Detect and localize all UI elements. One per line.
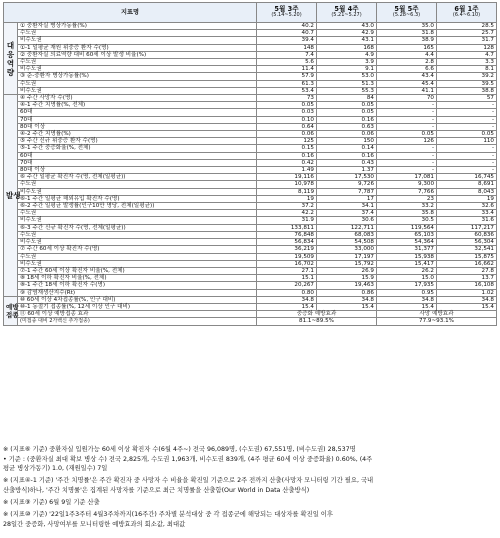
cell-value: 61.3: [257, 80, 317, 87]
cell-value: 0.80: [257, 289, 317, 296]
cell-value: 27.8: [437, 267, 497, 274]
row-label: 70대: [18, 116, 257, 123]
cell-value: 110: [437, 138, 497, 145]
cell-value: 45.4: [377, 80, 437, 87]
cell-value: 76,848: [257, 231, 317, 238]
cell-value: 17,197: [317, 253, 377, 260]
footnote: ※ (지표⑥ 기준) 중환자실 입원가능 60세 이상 확진자 수(6월 4주~) 전국 96,089명, (수도권) 67,551명, (비수도권) 28,537명: [3, 446, 356, 453]
cell-value: 40.2: [257, 23, 317, 30]
cell-value: 54,508: [317, 239, 377, 246]
row-label: 수도권: [18, 210, 257, 217]
cell-value: 32.6: [437, 203, 497, 210]
cell-value: 4.9: [317, 51, 377, 58]
table-row: [4, 109, 497, 116]
cell-value: -: [437, 116, 497, 123]
cell-value: 5.6: [257, 59, 317, 66]
cell-value: 0.05: [317, 109, 377, 116]
cell-value: -: [437, 159, 497, 166]
cell-value: 8,043: [437, 188, 497, 195]
cell-value: 30.6: [317, 217, 377, 224]
cell-value: -: [437, 102, 497, 109]
cell-value: 19,463: [317, 282, 377, 289]
cell-value: 168: [317, 44, 377, 51]
table-row: [4, 303, 497, 310]
row-label: 비수도권: [18, 66, 257, 73]
cell-value: 19: [257, 195, 317, 202]
row-label: 수도권: [18, 231, 257, 238]
row-label: 비수도권: [18, 239, 257, 246]
cell-value: 117,217: [437, 224, 497, 231]
cell-value: 2.8: [377, 59, 437, 66]
row-label: 비수도권: [18, 188, 257, 195]
table-row: [4, 66, 497, 73]
row-label: ⑥-2 주간 일평균 발생률(인구10만 명당, 전체(일평균)): [18, 203, 257, 210]
cell-value: 42.9: [317, 30, 377, 37]
cell-value: 3.9: [317, 59, 377, 66]
row-label: ⑦ 주간 60세 이상 확진자 수(명): [18, 246, 257, 253]
cell-value: -: [377, 123, 437, 130]
row-label: 수도권: [18, 181, 257, 188]
cell-value: 15,875: [437, 253, 497, 260]
table-row: [4, 296, 497, 303]
cell-value: 125: [257, 138, 317, 145]
cell-value: 60,836: [437, 231, 497, 238]
row-label: 비수도권: [18, 87, 257, 94]
footnote: 산출방식)하나, '주간 치명률'은 집계된 사망자를 기준으로 최근 치명률을 산출함(Our World in Data 산출방식): [3, 487, 310, 494]
cell-value: 17,081: [377, 174, 437, 181]
table-row: [4, 102, 497, 109]
cell-value: 31,377: [377, 246, 437, 253]
table-row: [4, 246, 497, 253]
cell-value: -: [377, 145, 437, 152]
table-row: [4, 131, 497, 138]
cell-value: 1.02: [437, 289, 497, 296]
cell-value: 0.95: [377, 289, 437, 296]
cell-value: 26.9: [317, 267, 377, 274]
cell-value: 25.7: [437, 30, 497, 37]
header-week: 5월 4주 (5.21~5.27): [317, 3, 377, 23]
cell-value: 0.14: [317, 145, 377, 152]
cell-value: -: [377, 102, 437, 109]
table-row: [4, 289, 497, 296]
cell-value: 10,978: [257, 181, 317, 188]
cell-value: 84: [317, 95, 377, 102]
cell-value: 31.9: [257, 217, 317, 224]
cell-value: 33.2: [377, 203, 437, 210]
cell-value: 148: [257, 44, 317, 51]
table-row: [4, 260, 497, 267]
table-row: [4, 188, 497, 195]
cell-value: 56,834: [257, 239, 317, 246]
table-row: [4, 73, 497, 80]
row-label: 80대 이상: [18, 123, 257, 130]
cell-value: 0.05: [317, 102, 377, 109]
row-label: ⑩-1 동절기 접종률(%, 12세 이상 인구 대비): [18, 303, 257, 310]
cell-value: 19,116: [257, 174, 317, 181]
table-row: [4, 30, 497, 37]
cell-value: 16,108: [437, 282, 497, 289]
cell-value: 사망 예방효과: [377, 311, 497, 318]
cell-value: 165: [377, 44, 437, 51]
cell-value: 39.2: [437, 73, 497, 80]
table-row: [4, 116, 497, 123]
cell-value: 37.2: [257, 203, 317, 210]
cell-value: 1.37: [317, 167, 377, 174]
cell-value: 0.10: [257, 116, 317, 123]
row-label: ② 중환자실 의료역량 대비 60세 이상 발생 비율(%): [18, 51, 257, 58]
cell-value: 3.3: [437, 59, 497, 66]
cell-value: 122,711: [317, 224, 377, 231]
cell-value: 4.7: [437, 51, 497, 58]
cell-value: 15.4: [377, 303, 437, 310]
cell-value: 15.4: [257, 303, 317, 310]
cell-value: 34.8: [257, 296, 317, 303]
cell-value: 0.86: [317, 289, 377, 296]
cell-value: 34.8: [317, 296, 377, 303]
cell-value: 15.4: [437, 303, 497, 310]
cell-value: 31.7: [437, 37, 497, 44]
cell-value: 150: [317, 138, 377, 145]
cell-value: 34.8: [437, 296, 497, 303]
cell-value: 54,364: [377, 239, 437, 246]
cell-value: 7.4: [257, 51, 317, 58]
cell-value: 40.7: [257, 30, 317, 37]
cell-value: 126: [377, 138, 437, 145]
table-row: [4, 253, 497, 260]
row-label: ⑥-1 주간 일평균 해외유입 확진자 수(명): [18, 195, 257, 202]
table-header-row: [4, 3, 497, 23]
row-label: 비수도권: [18, 260, 257, 267]
cell-value: 15,938: [377, 253, 437, 260]
cell-value: 32,541: [437, 246, 497, 253]
table-row: [4, 138, 497, 145]
cell-value: 53.4: [257, 87, 317, 94]
cell-value: 35.8: [377, 210, 437, 217]
cell-value: 34.1: [317, 203, 377, 210]
row-label: ④-2 주간 치명률(%): [18, 131, 257, 138]
cell-value: -: [437, 123, 497, 130]
cell-value: 16,662: [437, 260, 497, 267]
row-label: ⑧ 18세 이하 확진자 비율(%, 전체): [18, 275, 257, 282]
cell-value: 15,792: [317, 260, 377, 267]
cell-value: 33,000: [317, 246, 377, 253]
cell-value: 0.05: [437, 131, 497, 138]
cell-value: -: [437, 152, 497, 159]
cell-value: 36,219: [257, 246, 317, 253]
cell-value: 0.05: [257, 102, 317, 109]
cell-value: 57.9: [257, 73, 317, 80]
row-label: ⑤ 주간 신규 위중증 환자 수(명): [18, 138, 257, 145]
cell-value: 15,417: [377, 260, 437, 267]
cell-value: 55.3: [317, 87, 377, 94]
cell-value: 26.2: [377, 267, 437, 274]
cell-value: 133,811: [257, 224, 317, 231]
cell-value: -: [437, 167, 497, 174]
table-row: [4, 167, 497, 174]
footnote: 평균 병상가동기) 1.0, (재원일수) 7일: [3, 465, 108, 472]
cell-value: 42.2: [257, 210, 317, 217]
cell-value: 65,103: [377, 231, 437, 238]
table-row: [4, 282, 497, 289]
cell-value: 0.43: [317, 159, 377, 166]
table-row: [4, 87, 497, 94]
header-week: 5월 5주 (5.28~6.3): [377, 3, 437, 23]
cell-value: 17,935: [377, 282, 437, 289]
cell-value: 70: [377, 95, 437, 102]
row-label: ①-1 일평균 재원 위중증 환자 수(명): [18, 44, 257, 51]
row-label: ⑪ 60세 이상 예방접종 효과: [18, 311, 257, 318]
cell-value: 23: [377, 195, 437, 202]
cell-value: 0.06: [257, 131, 317, 138]
row-label: (미접종 대비 2가백신 추가접종): [18, 318, 257, 325]
cell-value: -: [437, 145, 497, 152]
row-label: ③ 준-중환자 병상가동률(%): [18, 73, 257, 80]
cell-value: -: [377, 152, 437, 159]
table-row: [4, 80, 497, 87]
category-occurrence: 발생: [4, 95, 18, 297]
table-row: [4, 51, 497, 58]
cell-value: 0.15: [257, 145, 317, 152]
row-label: ④-1 주간 치명률(%, 전체): [18, 102, 257, 109]
cell-value: 9,300: [377, 181, 437, 188]
header-week: 5월 3주 (5.14~5.20): [257, 3, 317, 23]
table-row: [4, 37, 497, 44]
table-row: [4, 152, 497, 159]
cell-value: 0.63: [317, 123, 377, 130]
cell-value: 17,530: [317, 174, 377, 181]
cell-value: 4.4: [377, 51, 437, 58]
category-capacity: 대 응 역 량: [4, 23, 18, 95]
row-label: 수도권: [18, 30, 257, 37]
cell-value: 128: [437, 44, 497, 51]
cell-value: 16,702: [257, 260, 317, 267]
cell-value: 19,509: [257, 253, 317, 260]
row-label: ⑥ 주간 일평균 확진자 수(명, 전체(일평균)): [18, 174, 257, 181]
cell-value: -: [377, 159, 437, 166]
cell-value: 0.16: [317, 116, 377, 123]
cell-value: 0.64: [257, 123, 317, 130]
table-row: [4, 210, 497, 217]
cell-value: 13.7: [437, 275, 497, 282]
row-label: ④ 주간 사망자 수(명): [18, 95, 257, 102]
cell-value: 0.16: [257, 152, 317, 159]
table-row: [4, 181, 497, 188]
cell-value: -: [377, 116, 437, 123]
table-row: [4, 145, 497, 152]
table-row: [4, 23, 497, 30]
cell-value: 51.3: [317, 80, 377, 87]
table-row: [4, 159, 497, 166]
cell-value: 43.4: [377, 73, 437, 80]
table-row: [4, 267, 497, 274]
row-label: ⑤-1 주간 중증화율(%, 전체): [18, 145, 257, 152]
cell-value: 8.1: [437, 66, 497, 73]
cell-value: 43.1: [317, 37, 377, 44]
cell-value: 39.4: [257, 37, 317, 44]
cell-value: 15.1: [257, 275, 317, 282]
cell-value: 41.1: [377, 87, 437, 94]
category-vaccination: 예방 접종: [4, 296, 18, 325]
cell-value: 19: [437, 195, 497, 202]
cell-value: 15.9: [317, 275, 377, 282]
cell-value: 28.5: [437, 23, 497, 30]
cell-value: 20,267: [257, 282, 317, 289]
table-row: [4, 318, 497, 325]
cell-value: 0.05: [377, 131, 437, 138]
cell-value: 0.42: [257, 159, 317, 166]
row-label: ⑥-3 주간 신규 확진자 수(명, 전체(일평균)): [18, 224, 257, 231]
header-indicator: 지표명: [4, 3, 257, 23]
row-label: 60대: [18, 152, 257, 159]
table-row: [4, 44, 497, 51]
row-label: 60대: [18, 109, 257, 116]
cell-value: 중증화 예방효과: [257, 311, 377, 318]
cell-value: 77.9~93.1%: [377, 318, 497, 325]
cell-value: 30.5: [377, 217, 437, 224]
row-label: 비수도권: [18, 37, 257, 44]
row-label: ⑨ 감염재생산지수(Rt): [18, 289, 257, 296]
cell-value: 9,726: [317, 181, 377, 188]
cell-value: -: [377, 167, 437, 174]
cell-value: 57: [437, 95, 497, 102]
table-row: [4, 224, 497, 231]
row-label: 비수도권: [18, 217, 257, 224]
cell-value: 53.0: [317, 73, 377, 80]
header-week: 6월 1주 (6.4~6.10): [437, 3, 497, 23]
cell-value: 7,766: [377, 188, 437, 195]
cell-value: 38.8: [437, 87, 497, 94]
footnote: • 기준 : (중환자실 최대 확보 병상 수) 전국 2,825개, 수도권 1,963개, 비수도권 839개, (4주 평균 60세 이상 중증화율) 0.60%, (4주: [3, 456, 373, 463]
cell-value: 1.49: [257, 167, 317, 174]
row-label: ⑩ 60세 이상 4차접종률(%, 인구 대비): [18, 296, 257, 303]
cell-value: 68,083: [317, 231, 377, 238]
cell-value: 0.03: [257, 109, 317, 116]
cell-value: 31.6: [437, 217, 497, 224]
row-label: 80대 이상: [18, 167, 257, 174]
cell-value: 8,119: [257, 188, 317, 195]
cell-value: 15.0: [377, 275, 437, 282]
cell-value: 43.0: [317, 23, 377, 30]
cell-value: 9.1: [317, 66, 377, 73]
cell-value: 37.4: [317, 210, 377, 217]
indicator-table: [3, 2, 497, 326]
cell-value: 34.8: [377, 296, 437, 303]
cell-value: 31.8: [377, 30, 437, 37]
cell-value: 56,304: [437, 239, 497, 246]
cell-value: 38.9: [377, 37, 437, 44]
table-row: [4, 59, 497, 66]
row-label: ① 중환자실 병상가동률(%): [18, 23, 257, 30]
footnote: ※ (지표⑨ 기준) 6월 9일 기준 산출: [3, 499, 100, 506]
row-label: ⑧-1 주간 18세 이하 확진자 수(명): [18, 282, 257, 289]
footnote: ※ (지표⑩ 기준) '22일1주3주터 4월3주차까지(16주간) 주차별 분석대상 중 각 접종군에 해당되는 대상자를 확진일 이후: [3, 511, 333, 518]
table-row: [4, 123, 497, 130]
table-row: [4, 203, 497, 210]
cell-value: 81.1~89.5%: [257, 318, 377, 325]
row-label: ⑦-1 주간 60세 이상 확진자 비율(%, 전체): [18, 267, 257, 274]
cell-value: 15.4: [317, 303, 377, 310]
cell-value: 27.1: [257, 267, 317, 274]
footnote: ※ (지표④-1 기준) '주간 치명률'은 주간 확진자 중 사망자 수 비율을 확진일 기준으로 2주 전까지 산출(사망자 모니터링 기간 필요, 국내: [3, 477, 374, 484]
table-row: [4, 239, 497, 246]
table-row: [4, 311, 497, 318]
table-row: [4, 231, 497, 238]
cell-value: 0.06: [317, 131, 377, 138]
row-label: 수도권: [18, 80, 257, 87]
cell-value: 0.16: [317, 152, 377, 159]
table-row: [4, 95, 497, 102]
cell-value: 6.6: [377, 66, 437, 73]
row-label: 70대: [18, 159, 257, 166]
table-row: [4, 275, 497, 282]
footnote: 28일간 중증화, 사망여부를 모니터링한 예방효과의 회소값, 최대값: [3, 521, 186, 528]
table-row: [4, 174, 497, 181]
row-label: 수도권: [18, 253, 257, 260]
cell-value: 11.4: [257, 66, 317, 73]
cell-value: -: [437, 109, 497, 116]
cell-value: 17: [317, 195, 377, 202]
cell-value: 33.4: [437, 210, 497, 217]
cell-value: 7,787: [317, 188, 377, 195]
cell-value: 35.0: [377, 23, 437, 30]
cell-value: 16,745: [437, 174, 497, 181]
cell-value: -: [377, 109, 437, 116]
cell-value: 73: [257, 95, 317, 102]
cell-value: 119,564: [377, 224, 437, 231]
table-row: [4, 195, 497, 202]
cell-value: 39.5: [437, 80, 497, 87]
row-label: 수도권: [18, 59, 257, 66]
table-row: [4, 217, 497, 224]
cell-value: 8,691: [437, 181, 497, 188]
